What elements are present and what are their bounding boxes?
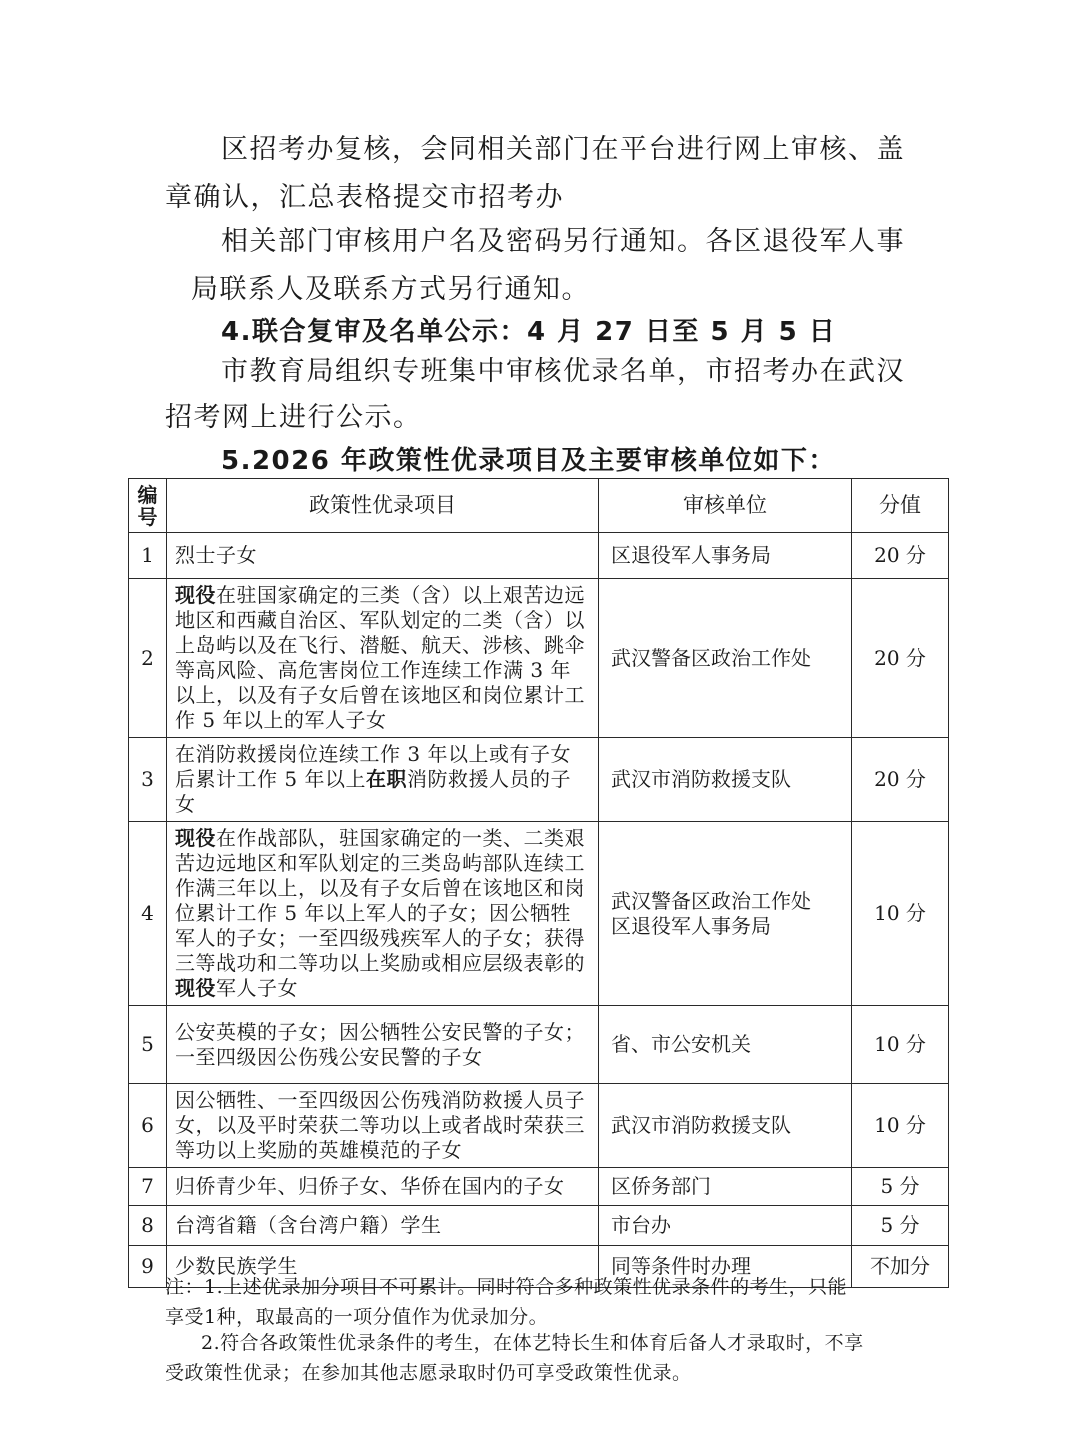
note-line: 注：1.上述优录加分项目不可累计。同时符合多种政策性优录条件的考生，只能 (165, 1276, 848, 1298)
row-item-bold: 现役 (175, 583, 216, 607)
row-item: 公安英模的子女；因公牺牲公安民警的子女；一至四级因公伤残公安民警的子女 (167, 1006, 599, 1084)
row-item-text: 在消防救援岗位连续工作 3 年以上或有子女后累计工作 5 年以上 (175, 742, 571, 791)
row-number: 2 (129, 579, 167, 738)
row-number: 3 (129, 738, 167, 822)
row-item (167, 822, 599, 1006)
row-unit (599, 822, 852, 1006)
row-number: 6 (129, 1084, 167, 1168)
paragraph-line: 区招考办复核，会同相关部门在平台进行网上审核、盖 (221, 134, 905, 165)
section-heading-4: 4.联合复审及名单公示：4 月 27 日至 5 月 5 日 (221, 317, 837, 347)
row-score: 不加分 (852, 1246, 949, 1288)
row-item: 少数民族学生 (167, 1246, 599, 1288)
note-line: 享受1种，取最高的一项分值作为优录加分。 (165, 1306, 549, 1328)
row-score: 10 分 (852, 822, 949, 1006)
table-row (129, 533, 949, 579)
table-header-row (129, 479, 949, 533)
row-item: 台湾省籍（含台湾户籍）学生 (167, 1206, 599, 1246)
row-item-text: 在驻国家确定的三类（含）以上艰苦边远地区和西藏自治区、军队划定的二类（含）以上岛屿以及在飞行、潜艇、航天、涉核、跳伞等高风险、高危害岗位工作连续工作满 3 年以上，以及有子女后曾在该地区和岗位累计工作 5 年以上的军人子女 (175, 583, 585, 732)
table-row (129, 822, 949, 1006)
paragraph-line: 市教育局组织专班集中审核优录名单，市招考办在武汉 (221, 356, 905, 387)
row-number: 7 (129, 1168, 167, 1206)
header-number (129, 479, 167, 533)
row-item (167, 579, 599, 738)
row-unit: 武汉警备区政治工作处 (599, 579, 852, 738)
row-unit: 同等条件时办理 (599, 1246, 852, 1288)
row-item-text: 消防救援人员的子女 (175, 767, 571, 816)
row-item-text: 在作战部队，驻国家确定的一类、二类艰苦边远地区和军队划定的三类岛屿部队连续工作满三年以上，以及有子女后曾在该地区和岗位累计工作 5 年以上军人的子女；因公牺牲军人的子女；一至四级残疾军人的子女；获得三等战功和二等功以上奖励或相应层级表彰的 (175, 826, 585, 975)
row-number: 9 (129, 1246, 167, 1288)
row-score: 20 分 (852, 738, 949, 822)
paragraph-line: 局联系人及联系方式另行通知。 (191, 274, 590, 305)
row-number: 1 (129, 533, 167, 579)
row-item-bold: 现役 (175, 826, 216, 850)
row-unit: 武汉市消防救援支队 (599, 738, 852, 822)
paragraph-line: 招考网上进行公示。 (165, 402, 422, 433)
row-score: 10 分 (852, 1006, 949, 1084)
row-score: 5 分 (852, 1206, 949, 1246)
table-row (129, 1006, 949, 1084)
row-unit-line: 武汉警备区政治工作处 (611, 888, 811, 913)
header-unit: 审核单位 (599, 479, 852, 533)
table-row (129, 1084, 949, 1168)
row-item: 因公牺牲、一至四级因公伤残消防救援人员子女，以及平时荣获二等功以上或者战时荣获三等功以上奖励的英雄模范的子女 (167, 1084, 599, 1168)
table-row (129, 1168, 949, 1206)
row-item: 归侨青少年、归侨子女、华侨在国内的子女 (167, 1168, 599, 1206)
row-score: 20 分 (852, 533, 949, 579)
table-row (129, 1206, 949, 1246)
paragraph-line: 相关部门审核用户名及密码另行通知。各区退役军人事 (221, 226, 905, 257)
section-heading-5: 5.2026 年政策性优录项目及主要审核单位如下： (221, 446, 836, 476)
note-line: 2.符合各政策性优录条件的考生，在体艺特长生和体育后备人才录取时，不享 (201, 1332, 864, 1354)
note-line: 受政策性优录；在参加其他志愿录取时仍可享受政策性优录。 (165, 1362, 692, 1384)
row-item: 烈士子女 (167, 533, 599, 579)
row-score: 5 分 (852, 1168, 949, 1206)
header-item: 政策性优录项目 (167, 479, 599, 533)
row-unit: 区侨务部门 (599, 1168, 852, 1206)
row-unit: 省、市公安机关 (599, 1006, 852, 1084)
row-item-text: 军人子女 (216, 976, 298, 1000)
row-score: 20 分 (852, 579, 949, 738)
row-number: 8 (129, 1206, 167, 1246)
policy-table (128, 478, 949, 1288)
header-score: 分值 (852, 479, 949, 533)
header-number-bottom: 号 (137, 504, 158, 529)
table-row (129, 738, 949, 822)
row-unit: 武汉市消防救援支队 (599, 1084, 852, 1168)
table-row (129, 579, 949, 738)
paragraph-line: 章确认，汇总表格提交市招考办 (165, 182, 564, 213)
row-unit: 区退役军人事务局 (599, 533, 852, 579)
row-unit-line: 区退役军人事务局 (611, 913, 771, 938)
header-number-top: 编 (137, 482, 158, 507)
row-item-bold: 现役 (175, 976, 216, 1000)
row-item (167, 738, 599, 822)
row-unit: 市台办 (599, 1206, 852, 1246)
row-score: 10 分 (852, 1084, 949, 1168)
row-number: 4 (129, 822, 167, 1006)
row-number: 5 (129, 1006, 167, 1084)
row-item-bold: 在职 (365, 767, 407, 791)
